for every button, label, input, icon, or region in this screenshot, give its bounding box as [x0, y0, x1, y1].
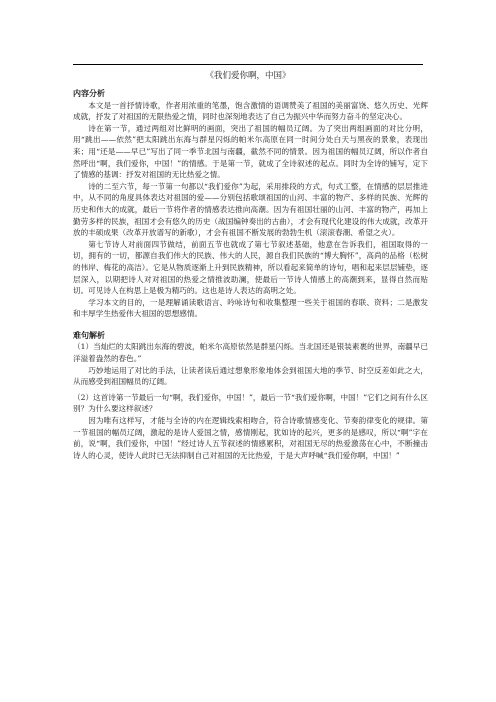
- section-heading-difficult-sentences: 难句解析: [73, 330, 105, 340]
- question-2: （2）这首诗第一节最后一句“啊，我们爱你，中国！”，最后一节“我们爱你啊，中国！”它们之间有什么区别？为什么要这样叙述？: [73, 392, 428, 414]
- paragraph: 诗的二至六节，每一节第一句都以“我们爱你”为起，采用排段的方式，句式工整，在情感的层层推进中，从不同的角度具体表达对祖国的爱——分别包括歌颂祖国的山河、丰富的物产、多样的民族、光辉的历史和伟大的成就，最后一节将作者的情感表达推向高潮。因为有祖国壮丽的山河、丰富的物产，再加上勤劳多样的民族，祖国才会有悠久的历史（战国编钟奏出的古曲），才会有现代化建设的伟大成就，改革开放的丰硕成果（改革开放谱写的新歌），才会有祖国不断发展的勃勃生机（滚滚春潮、希望之火）。: [73, 181, 428, 238]
- question-1: （1）当灿烂的太阳跳出东海的碧波，帕米尔高原依然是群星闪烁。当北国还是银装素裹的世界，南疆早已洋溢着盎然的春色。”: [73, 342, 428, 364]
- paragraph: 第七节诗人对前面四节做结，前面五节也就成了第七节叙述基础，他意在告诉我们，祖国取得的一切，拥有的一切，都源自我们伟大的民族、伟大的人民，源自我们民族的“博大胸怀”，高尚的品格（松树的伟岸、梅花的高洁）。它是从物质逐渐上升到民族精神，所以看起来简单的诗句，唱和起来层层铺垫，逐层深入，以期把诗人对对祖国的热爱之情推波助澜，使最后一节诗人情感上的高潮到来，显得自然而贴切。可见诗人在构思上是极为精巧的。这也是诗人表达的高明之处。: [73, 239, 428, 296]
- page-title: 《我们爱你啊，中国》: [205, 71, 291, 81]
- document-body: [73, 88, 428, 461]
- spacer: [73, 320, 428, 330]
- paragraph: 本文是一首抒情诗歌，作者用浓重的笔墨，饱含激情的语调赞美了祖国的美丽富饶、悠久历史、光辉成就，抒发了对祖国的无限热爱之情，同时也深刻地表达了自己为振兴中华而努力奋斗的坚定决心。: [73, 100, 428, 122]
- header-rule: [73, 64, 423, 65]
- paragraph: 诗在第一节，通过两组对比鲜明的画面，突出了祖国的幅员辽阔。为了突出两组画面的对比分明，用“跳出——依然”把太阳跳出东海与群星闪烁的帕米尔高原在同一时间分处白天与黑夜的景象，表现出来；用“还是——早已”写出了同一季节北国与南疆，截然不同的情景。因为祖国的幅员辽阔，所以作者自然呼出“啊，我们爱你，中国！”的情感。于是第一节，就成了全诗叙述的起点。同时为全诗的铺写，定下了情感的基调：抒发对祖国的无比热爱之情。: [73, 123, 428, 180]
- paragraph: 学习本文的目的，一是理解诵读歌语言、吟咏诗句和收集整理一些关于祖国的春联、资料；二是激发和丰厚学生热爱伟大祖国的思想感情。: [73, 297, 428, 319]
- answer-1: 巧妙地运用了对比的手法，让读者读后通过想象形象地体会到祖国大地的季节、时空反差如此之大，从而感受到祖国幅员的辽阔。: [73, 365, 428, 387]
- section-heading-content-analysis: 内容分析: [73, 89, 105, 98]
- answer-2: 因为唯有这样写，才能与全诗的内在逻辑线索相吻合，符合诗歌情感变化、节奏韵律变化的规律。第一节祖国的幅员辽阔，激起的是诗人爱国之情，感情刚起，犹如诗的起兴，更多的是感叹，所以“啊”字在前，说“啊，我们爱你，中国！”经过诗人五节叙述的情感累积，对祖国无尽的热爱激荡在心中，不断撞击诗人的心灵，使诗人此时已无法抑制自己对祖国的无比热爱，于是大声呼喊“我们爱你啊，中国！”: [73, 416, 428, 460]
